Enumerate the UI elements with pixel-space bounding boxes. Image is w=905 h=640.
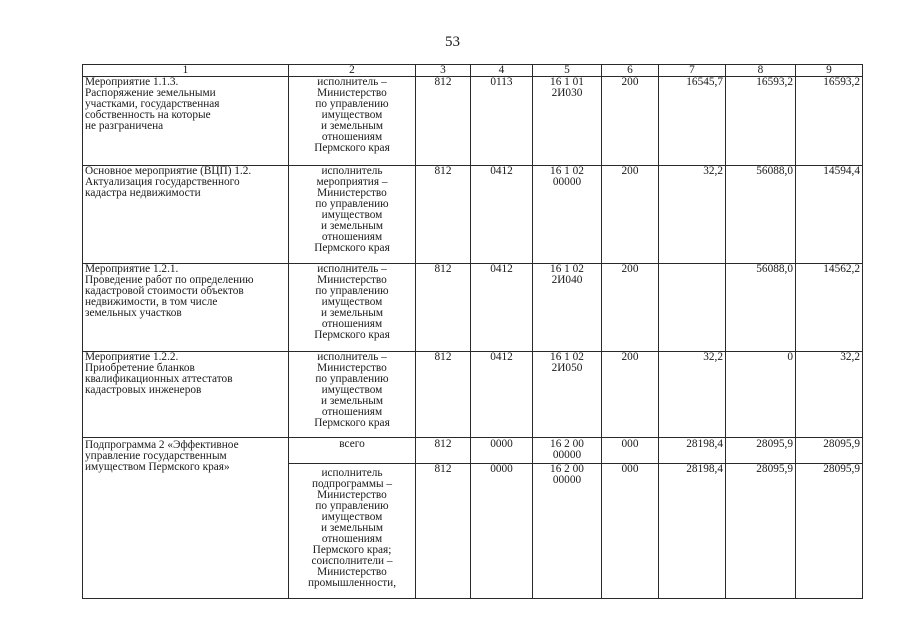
rzpr-cell: 0412 xyxy=(471,352,533,438)
activity-name-cell: Мероприятие 1.1.3. Распоряжение земельными участками, государственная собственность на которые не разграничена xyxy=(83,77,289,166)
year2-value: 56088,0 xyxy=(726,166,796,264)
column-header: 1 xyxy=(83,65,289,77)
vr-cell: 200 xyxy=(602,166,659,264)
grbs-cell: 812 xyxy=(416,264,471,352)
rzpr-cell: 0000 xyxy=(471,464,533,599)
column-header: 9 xyxy=(796,65,863,77)
year2-value: 0 xyxy=(726,352,796,438)
year2-value: 56088,0 xyxy=(726,264,796,352)
grbs-cell: 812 xyxy=(416,166,471,264)
header-row xyxy=(83,65,863,77)
year1-value: 28198,4 xyxy=(659,464,726,599)
executor-cell: исполнитель мероприятия – Министерство по управлению имуществом и земельным отношениям Пермского края xyxy=(289,166,416,264)
year2-value: 28095,9 xyxy=(726,464,796,599)
grbs-cell: 812 xyxy=(416,438,471,464)
year3-value: 14562,2 xyxy=(796,264,863,352)
table-row xyxy=(83,264,863,352)
csr-cell: 16 2 00 00000 xyxy=(533,438,602,464)
grbs-cell: 812 xyxy=(416,77,471,166)
rzpr-cell: 0000 xyxy=(471,438,533,464)
table-row xyxy=(83,77,863,166)
activity-name-cell: Мероприятие 1.2.1. Проведение работ по определению кадастровой стоимости объектов недвижимости, в том числе земельных участков xyxy=(83,264,289,352)
csr-cell: 16 1 02 2И050 xyxy=(533,352,602,438)
page-number: 53 xyxy=(445,34,460,50)
activity-name-cell: Основное мероприятие (ВЦП) 1.2. Актуализация государственного кадастра недвижимости xyxy=(83,166,289,264)
grbs-cell: 812 xyxy=(416,464,471,599)
activity-name-cell: Мероприятие 1.2.2. Приобретение бланков квалификационных аттестатов кадастровых инженеров xyxy=(83,352,289,438)
vr-cell: 000 xyxy=(602,438,659,464)
year1-value xyxy=(659,264,726,352)
year2-value: 16593,2 xyxy=(726,77,796,166)
year1-value: 32,2 xyxy=(659,352,726,438)
column-header: 6 xyxy=(602,65,659,77)
vr-cell: 200 xyxy=(602,352,659,438)
column-header: 5 xyxy=(533,65,602,77)
subprogram-name-cell: Подпрограмма 2 «Эффективное управление государственным имуществом Пермского края» xyxy=(83,438,289,599)
executor-cell: исполнитель – Министерство по управлению имуществом и земельным отношениям Пермского края xyxy=(289,352,416,438)
executor-cell: всего xyxy=(289,438,416,464)
table-row xyxy=(83,352,863,438)
rzpr-cell: 0113 xyxy=(471,77,533,166)
vr-cell: 000 xyxy=(602,464,659,599)
year1-value: 32,2 xyxy=(659,166,726,264)
csr-cell: 16 1 01 2И030 xyxy=(533,77,602,166)
rzpr-cell: 0412 xyxy=(471,264,533,352)
budget-table xyxy=(82,64,863,599)
grbs-cell: 812 xyxy=(416,352,471,438)
table-row xyxy=(83,438,863,464)
executor-cell: исполнитель – Министерство по управлению имуществом и земельным отношениям Пермского края xyxy=(289,264,416,352)
column-header: 8 xyxy=(726,65,796,77)
table-row xyxy=(83,166,863,264)
year3-value: 28095,9 xyxy=(796,438,863,464)
column-header: 7 xyxy=(659,65,726,77)
csr-cell: 16 2 00 00000 xyxy=(533,464,602,599)
year1-value: 28198,4 xyxy=(659,438,726,464)
vr-cell: 200 xyxy=(602,77,659,166)
csr-cell: 16 1 02 00000 xyxy=(533,166,602,264)
column-header: 3 xyxy=(416,65,471,77)
column-header: 4 xyxy=(471,65,533,77)
year3-value: 32,2 xyxy=(796,352,863,438)
csr-cell: 16 1 02 2И040 xyxy=(533,264,602,352)
year3-value: 16593,2 xyxy=(796,77,863,166)
year3-value: 28095,9 xyxy=(796,464,863,599)
column-header: 2 xyxy=(289,65,416,77)
rzpr-cell: 0412 xyxy=(471,166,533,264)
executor-cell: исполнитель – Министерство по управлению имуществом и земельным отношениям Пермского края xyxy=(289,77,416,166)
year1-value: 16545,7 xyxy=(659,77,726,166)
year2-value: 28095,9 xyxy=(726,438,796,464)
vr-cell: 200 xyxy=(602,264,659,352)
year3-value: 14594,4 xyxy=(796,166,863,264)
executor-cell: исполнитель подпрограммы – Министерство по управлению имуществом и земельным отношениям Пермского края; соисполнители – Министерство промышленности, xyxy=(289,464,416,599)
